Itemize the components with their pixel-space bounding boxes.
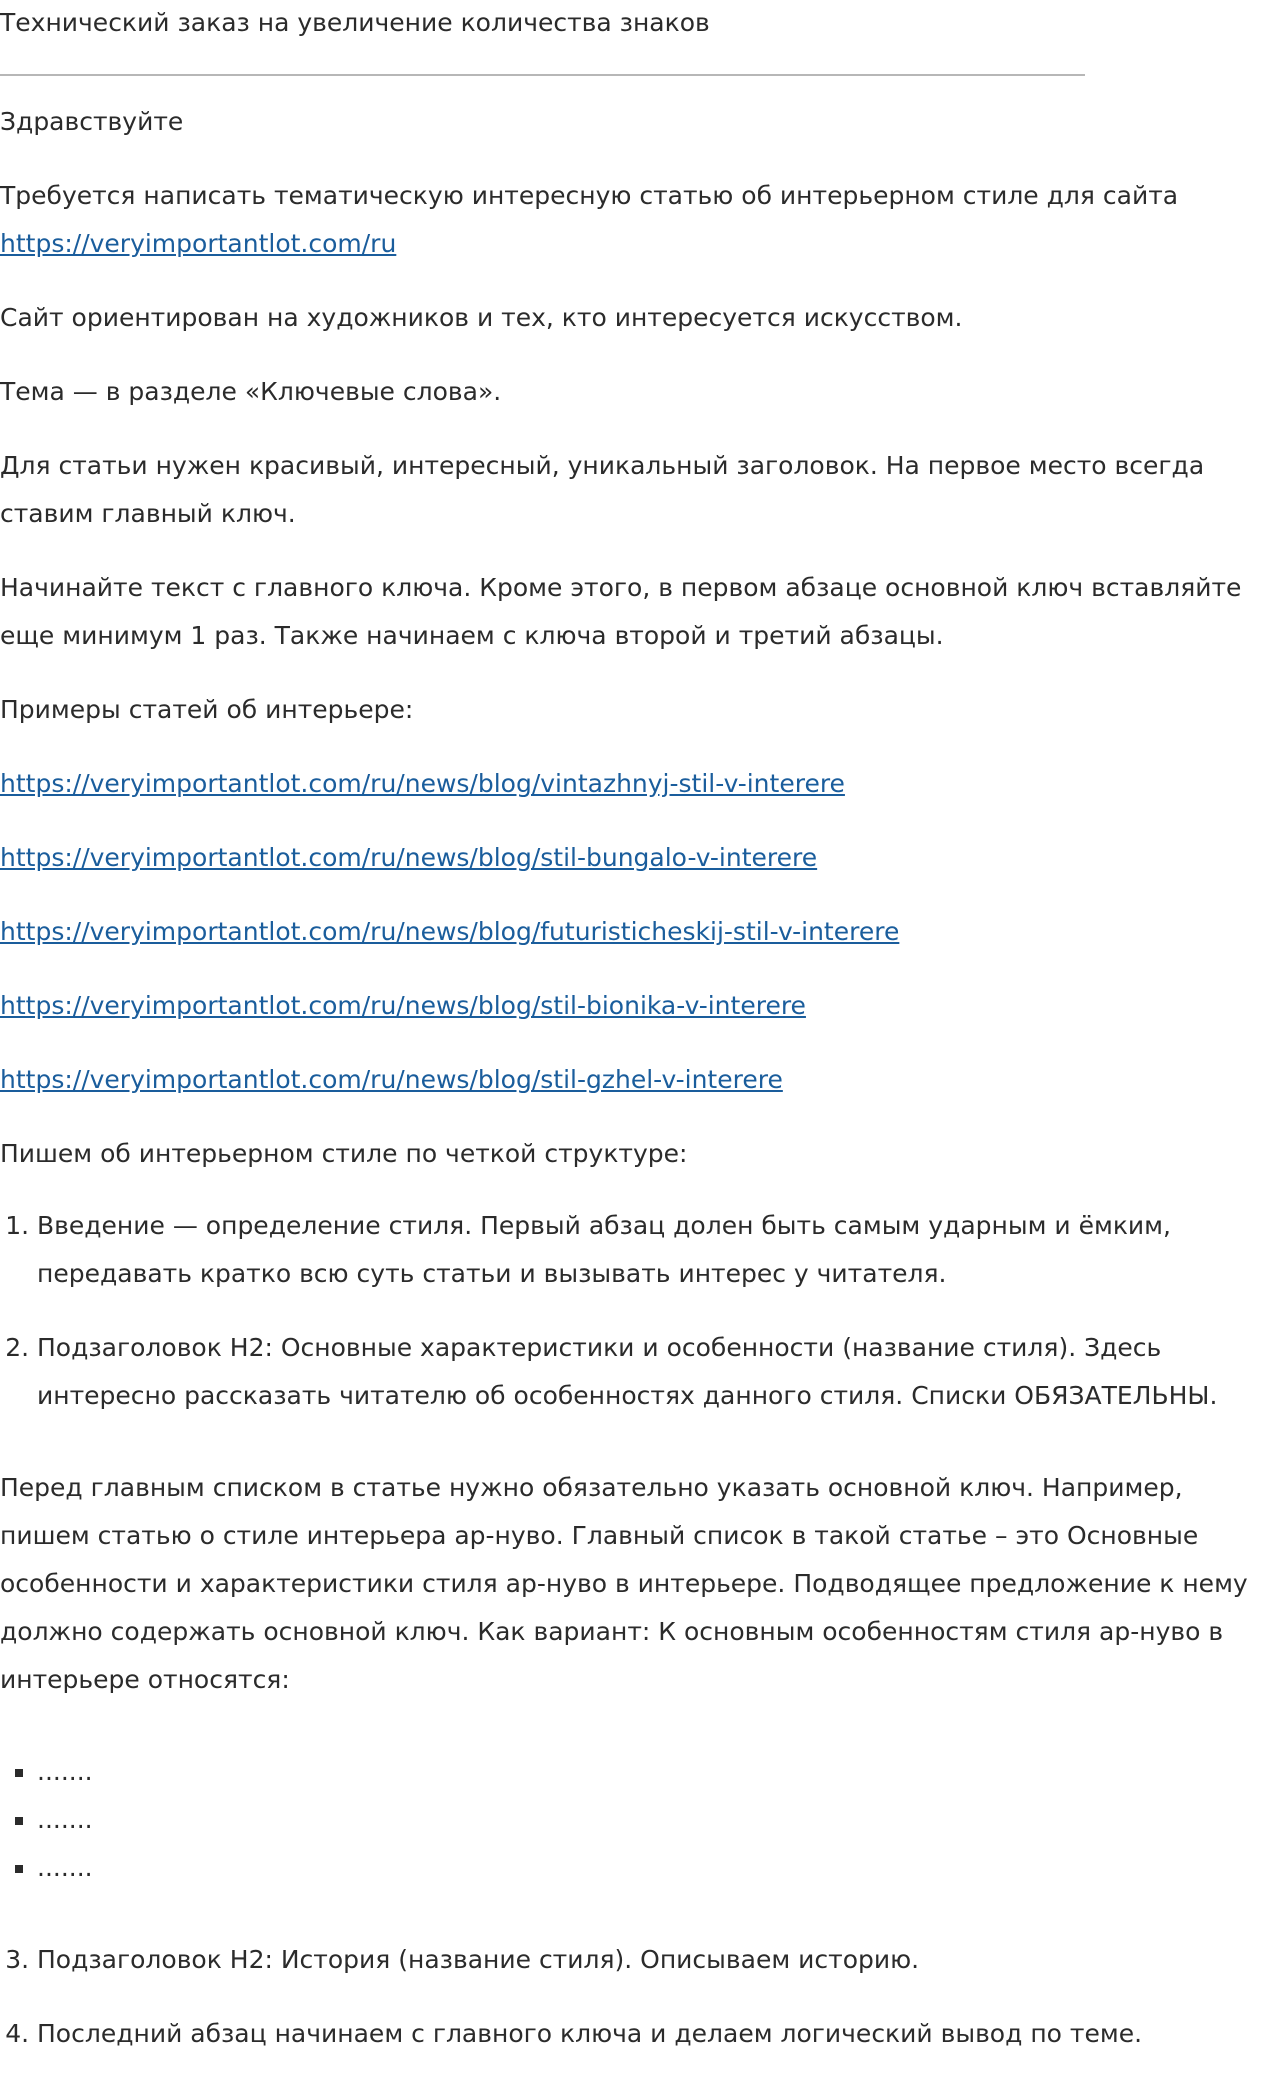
example-link-paragraph [0,982,1265,1030]
structure-list [0,1202,1270,1420]
example-link[interactable]: https://veryimportantlot.com/ru/news/blog/vintazhnyj-stil-v-interere [0,769,845,798]
structure-list-continued [0,1936,1270,2058]
bullet-item: ▪ ....... [37,1796,1270,1844]
example-link-paragraph [0,1056,1265,1104]
example-link[interactable]: https://veryimportantlot.com/ru/news/blog/stil-bionika-v-interere [0,991,806,1020]
example-link-paragraph [0,760,1265,808]
example-link[interactable]: https://veryimportantlot.com/ru/news/blog/stil-gzhel-v-interere [0,1065,783,1094]
audience-paragraph: Сайт ориентирован на художников и тех, кто интересуется искусством. [0,303,963,332]
topic-paragraph: Тема — в разделе «Ключевые слова». [0,377,502,406]
example-link-paragraph [0,908,1265,956]
bullet-item: ▪ ....... [37,1844,1270,1892]
headline-requirement: Для статьи нужен красивый, интересный, уникальный заголовок. На первое место всегда ставим главный ключ. [0,451,1205,528]
intro-text: Требуется написать тематическую интересную статью об интерьерном стиле для сайта [0,181,1179,210]
example-link[interactable]: https://veryimportantlot.com/ru/news/blog/stil-bungalo-v-interere [0,843,818,872]
example-link[interactable]: https://veryimportantlot.com/ru/news/blog/futuristicheskij-stil-v-interere [0,917,900,946]
key-requirement: Начинайте текст с главного ключа. Кроме этого, в первом абзаце основной ключ вставляйте еще минимум 1 раз. Также начинаем с ключа второй и третий абзацы. [0,573,1242,650]
examples-heading: Примеры статей об интерьере: [0,695,414,724]
example-link-paragraph [0,834,1265,882]
structure-item: 3. Подзаголовок H2: История (название стиля). Описываем историю. [37,1936,1270,1984]
intro-paragraph [0,172,1265,268]
bullet-list [0,1748,1270,1892]
document-title: Технический заказ на увеличение количества знаков [0,8,710,37]
structure-item: 1. Введение — определение стиля. Первый абзац долен быть самым ударным и ёмким, передавать кратко всю суть статьи и вызывать интерес у читателя. [37,1202,1270,1298]
bullet-item: ▪ ....... [37,1748,1270,1796]
greeting: Здравствуйте [0,107,184,136]
structure-item: 2. Подзаголовок H2: Основные характеристики и особенности (название стиля). Здесь интересно рассказать читателю об особенностях данного стиля. Списки ОБЯЗАТЕЛЬНЫ. [37,1324,1270,1420]
main-list-note: Перед главным списком в статье нужно обязательно указать основной ключ. Например, пишем статью о стиле интерьера ар-нуво. Главный список в такой статье – это Основные особенности и характеристики стиля ар-нуво в интерьере. Подводящее предложение к нему должно содержать основной ключ. Как вариант: К основным особенностям стиля ар-нуво в интерьере относятся: [0,1473,1248,1694]
site-link[interactable]: https://veryimportantlot.com/ru [0,229,397,258]
structure-heading: Пишем об интерьерном стиле по четкой структуре: [0,1139,688,1168]
structure-item: 4. Последний абзац начинаем с главного ключа и делаем логический вывод по теме. [37,2010,1270,2058]
title-divider [0,74,1085,76]
